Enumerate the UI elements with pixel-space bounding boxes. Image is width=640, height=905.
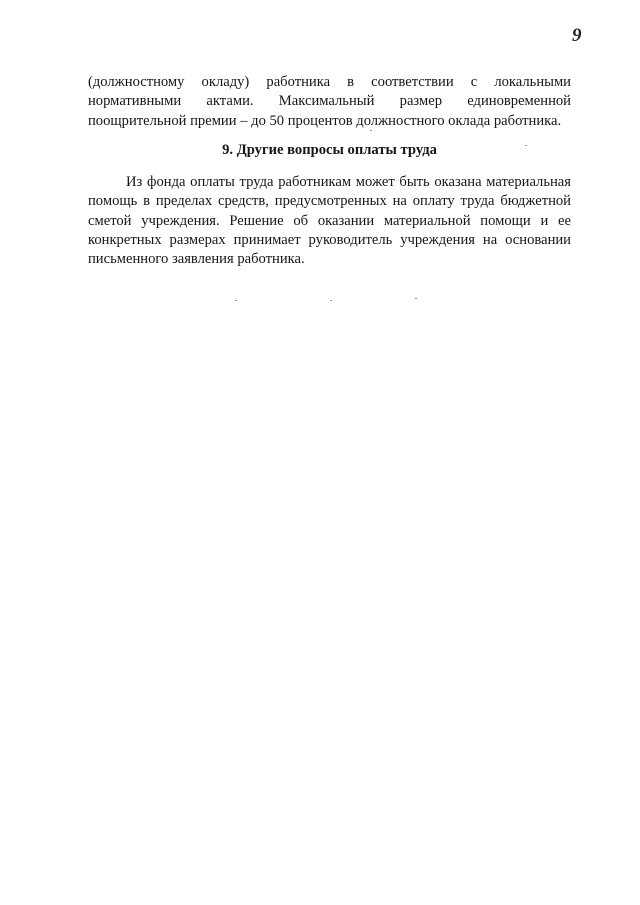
- paragraph-line: письменного заявления работника.: [88, 251, 305, 268]
- paragraph-line: поощрительной премии – до 50 процентов должностного оклада работника.: [88, 112, 562, 129]
- scan-speck: [235, 300, 237, 301]
- paragraph-line: конкретных размерах принимает руководитель учреждения на основании: [88, 231, 571, 248]
- continuation-paragraph: [88, 73, 571, 131]
- page-number: 9: [572, 25, 582, 46]
- paragraph-line: помощь в пределах средств, предусмотренных на оплату труда бюджетной: [88, 193, 571, 210]
- paragraph-line: сметой учреждения. Решение об оказании материальной помощи и ее: [88, 212, 571, 229]
- section-heading: 9. Другие вопросы оплаты труда: [222, 142, 437, 158]
- scan-speck: [370, 130, 372, 131]
- scan-speck: [525, 145, 527, 146]
- scan-speck: [415, 298, 417, 299]
- section-paragraph: [88, 173, 571, 269]
- paragraph-line: нормативными актами. Максимальный размер единовременной: [88, 93, 571, 110]
- paragraph-line: (должностному окладу) работника в соответствии с локальными: [88, 74, 571, 90]
- scan-speck: [330, 300, 332, 301]
- paragraph-line: Из фонда оплаты труда работникам может быть оказана материальная: [126, 174, 571, 190]
